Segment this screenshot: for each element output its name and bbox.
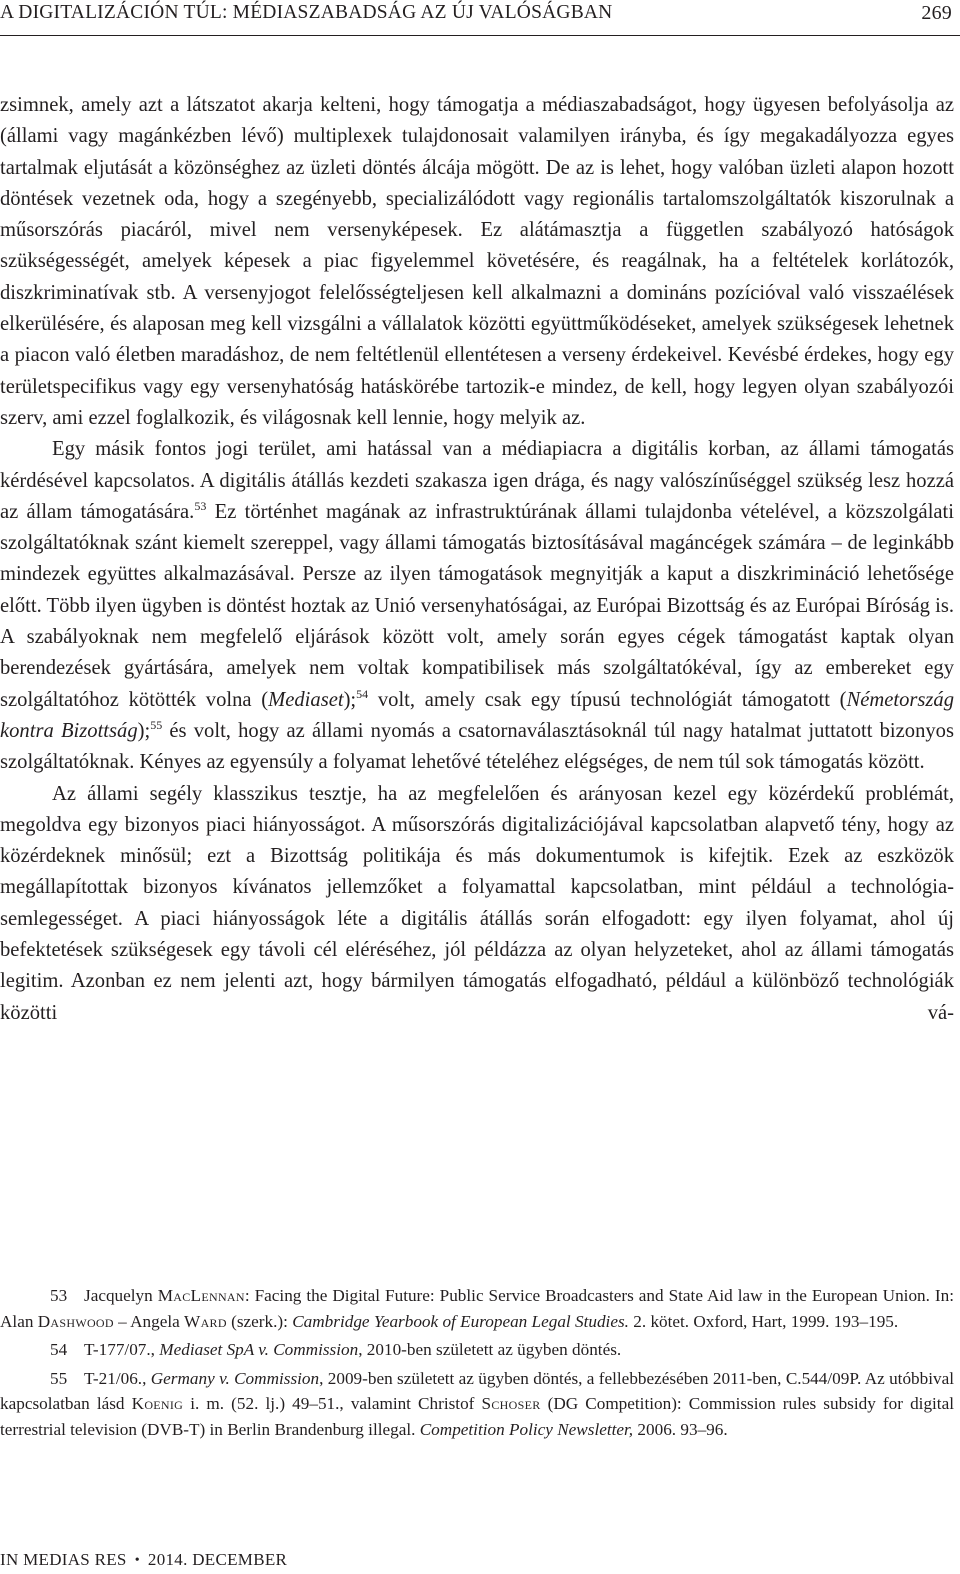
- journal-name: IN MEDIAS RES: [0, 1550, 127, 1569]
- footnotes: [0, 1283, 954, 1445]
- case-name-mediaset: Mediaset: [268, 688, 344, 711]
- paragraph-2: Egy másik fontos jogi terület, ami hatással van a médiapiacra a digitális korban, az állami támogatás kérdésével kapcsolatos. A digitális átállás kezdeti szakasza igen drága, és nagy valószínűséggel szükség lesz hozzá az állam támogatására.$^{53}$ Ez történhet magának az infrastruktúrának állami tulajdonba vételével, a közszolgálati szolgáltatóknak szánt kiemelt szereppel, vagy állami támogatás biztosításával magáncégek számára – de leginkább mindezek együttes alkalmazásával. Persze az ilyen támogatások megnyitják a kaput a diszkrimináció lehetősége előtt. Több ilyen ügyben is döntést hoztak az Unió versenyhatóságai, az Európai Bizottság és az Európai Bíróság is. A szabályoknak nem megfelelő eljárások között volt, amely során egyes cégek támogatást kaptak olyan berendezések gyártására, amelyek nem voltak kompatibilisek más szolgáltatókéval, így az embereket egy szolgáltatóhoz kötötték volna (Mediaset);$^{54}$ volt, amely csak egy típusú technológiát támogatott (Németország kontra Bizottság);$^{55}$ és volt, hogy az állami nyomás a csatornaválasztásoknál túl nagy hatalmat juttatott bizonyos szolgáltatóknak. Kényes az egyensúly a folyamat lehetővé tételéhez elégséges, de nem túl sok támogatás között.: [0, 438, 955, 774]
- page-number: 269: [921, 2, 952, 24]
- footnote-ref-55[interactable]: 55: [150, 717, 163, 732]
- header-rule: [0, 35, 960, 36]
- paragraph-1: zsimnek, amely azt a látszatot akarja kelteni, hogy támogatja a médiaszabadságot, hogy ügyesen befolyásolja az (állami vagy magánkézben lévő) multiplexek tulajdonosait valamilyen irányba, és így megakadályozza egyes tartalmak eljutását a közönséghez az üzleti döntés álcája mögött. De az is lehet, hogy valóban üzleti alapon hozott döntések vezetnek oda, hogy a szegényebb, specializálódott vagy regionális tartalomszolgáltatók kiszorulnak a műsorszórás piacáról, mivel nem versenyképesek. Ez alátámasztja a független szabályozó hatóságok szükségességét, amelyek képesek a piac figyelemmel követésére, és reagálnak, ha a feltételek korlátozók, diszkriminatívak stb. A versenyjogot felelősségteljesen kell alkalmazni a domináns pozícióval való visszaélések elkerülésére, és alaposan meg kell vizsgálni a vállalatok közötti együttműködéseket, amelyek szükségesek lehetnek a piacon való életben maradáshoz, de nem feltétlenül ellentétesen a verseny érdekeivel. Kevésbé érdekes, hogy egy területspecifikus vagy egy versenyhatóság hatáskörébe tartozik-e mindez, de kell, hogy legyen olyan szabályozói szerv, ami ezzel foglalkozik, és világosnak kell lennie, hogy melyik az.: [0, 94, 954, 429]
- issue-date: 2014. DECEMBER: [147, 1550, 288, 1569]
- running-head: [0, 0, 960, 26]
- footnote-ref-54[interactable]: 54: [356, 686, 369, 701]
- footnote-ref-53[interactable]: 53: [194, 498, 207, 513]
- paragraph-3: Az állami segély klasszikus tesztje, ha az megfelelően és arányosan kezel egy közérdekű problémát, megoldva egy bizonyos piaci hiányosságot. A műsorszórás digitalizációjával kapcsolatban alapvető tény, hogy az közérdeknek minősül; ezt a Bizottság politikája és más dokumentumok is kifejtik. Ezek az eszközök megállapítottak bizonyos kívánatos jellemzőket a folyamattal kapcsolatban, mint például a technológia-semlegességet. A piaci hiányosságok léte a digitális átállás során elfogadott: egy ilyen folyamat, ahol új befektetések szükségesek egy távoli cél eléréséhez, jól példázza az olyan helyzeteket, ahol az állami támogatás legitim. Azonban ez nem jelenti azt, hogy bármilyen támogatás elfogadható, például a különböző technológiák közötti vá-: [0, 782, 954, 1024]
- case-name-germany: Németország kontra Bizottság: [0, 688, 955, 742]
- bullet-separator: •: [134, 1553, 140, 1568]
- footnote-number: 54: [50, 1340, 68, 1359]
- body-text: [0, 90, 954, 1029]
- footnote-55: 55 T-21/06., Germany v. Commission, 2009-ben született az ügyben döntés, a fellebbezésében 2011-ben, C.544/09P. Az utóbbival kapcsolatban lásd Koenig i. m. (52. lj.) 49–51., valamint Christof Schoser (DG Competition): Commission rules subsidy for digital terrestrial television (DVB-T) in Berlin Brandenburg illegal. Competition Policy Newsletter, 2006. 93–96.: [0, 1366, 954, 1443]
- running-title: A DIGITALIZÁCIÓN TÚL: MÉDIASZABADSÁG AZ ÚJ VALÓSÁGBAN: [0, 2, 613, 23]
- running-footer: [0, 1548, 287, 1574]
- footnote-53: 53 Jacquelyn MacLennan: Facing the Digital Future: Public Service Broadcasters and State Aid law in the European Union. In: Alan Dashwood – Angela Ward (szerk.): Cambridge Yearbook of European Legal Studies. 2. kötet. Oxford, Hart, 1999. 193–195.: [0, 1283, 954, 1334]
- footnote-54: 54 T-177/07., Mediaset SpA v. Commission, 2010-ben született az ügyben döntés.: [0, 1337, 954, 1363]
- footnote-number: 53: [50, 1286, 68, 1305]
- footnote-number: 55: [50, 1368, 68, 1388]
